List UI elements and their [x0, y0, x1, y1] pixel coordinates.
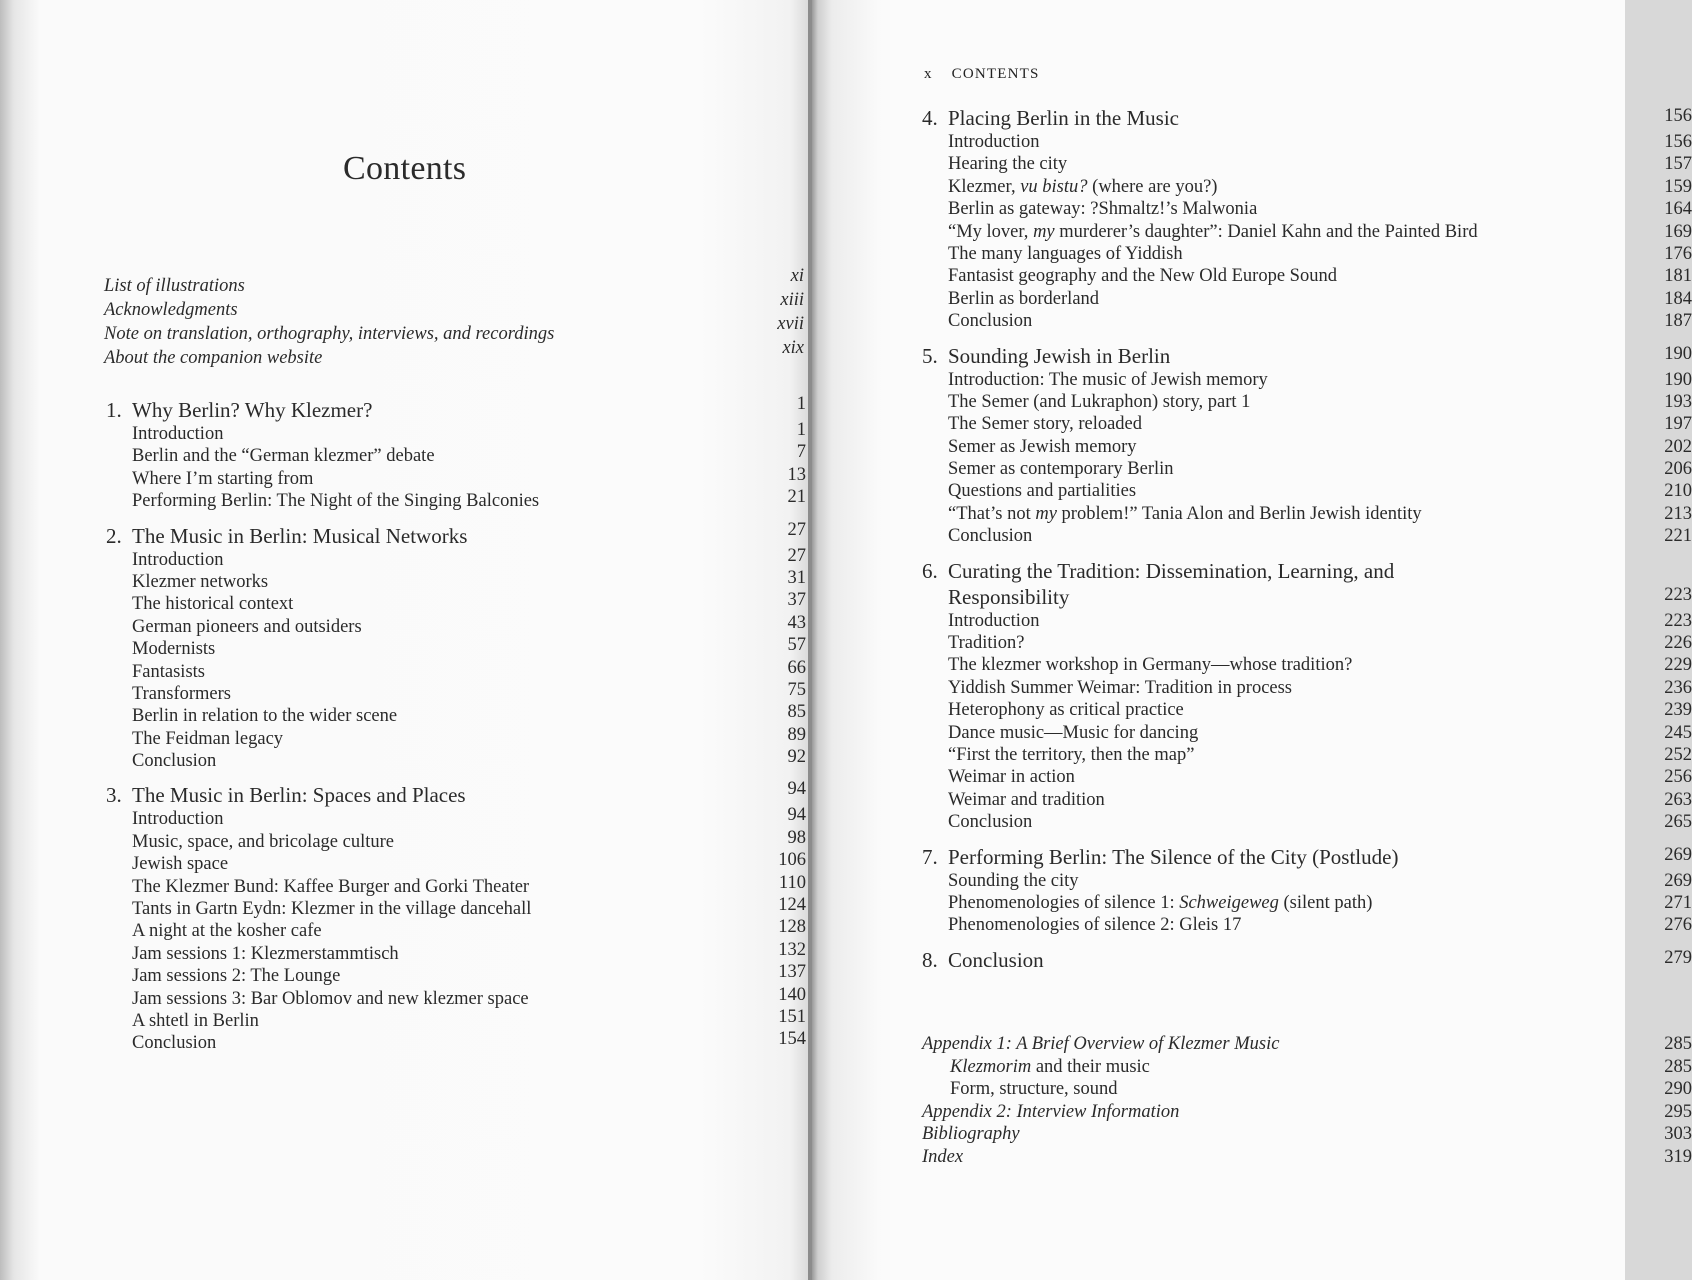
toc-section: [106, 917, 806, 943]
toc-section-page: 137: [778, 962, 806, 983]
toc-section-title: Where I’m starting from: [132, 468, 314, 489]
toc-section: [922, 369, 1692, 392]
toc-chapter-heading: [922, 106, 1692, 132]
toc-section-title: Klezmer networks: [132, 571, 269, 592]
toc-chapter-heading: [106, 394, 806, 424]
right-page: [812, 0, 1692, 1280]
toc-section: [106, 939, 806, 966]
toc-back-matter-page: 319: [1664, 1146, 1692, 1167]
toc-section: [922, 481, 1692, 503]
toc-back-matter-entry: [922, 1146, 1692, 1170]
toc-section-page: 265: [1664, 812, 1692, 833]
toc-chapter-heading: [922, 844, 1692, 871]
toc-section-page: 190: [1664, 369, 1692, 390]
toc-chapter-page: 279: [1664, 947, 1692, 968]
toc-chapter-title: The Music in Berlin: Musical Networks: [132, 523, 468, 548]
toc-section-page: 223: [1664, 610, 1692, 631]
toc-entry-title: About the companion website: [104, 348, 323, 368]
toc-section-title: Conclusion: [948, 812, 1033, 833]
toc-section: [922, 812, 1692, 834]
toc-section: [922, 436, 1692, 459]
toc-chapter-heading: [922, 343, 1692, 370]
toc-section-title: Phenomenologies of silence 2: Gleis 17: [948, 915, 1242, 936]
toc-entry-page: xi: [790, 266, 804, 286]
toc-chapter-page: 190: [1664, 343, 1692, 364]
toc-section-title: The Semer story, reloaded: [948, 414, 1143, 435]
toc-chapter-heading: [922, 947, 1692, 974]
toc-section-page: 89: [787, 724, 806, 745]
emphasis-text: Schweigeweg: [1179, 892, 1279, 913]
toc-section-title: The klezmer workshop in Germany—whose tradition?: [948, 655, 1353, 676]
toc-chapter-heading: [106, 519, 806, 550]
toc-section-title: Conclusion: [132, 1033, 217, 1054]
toc-section-title: A night at the kosher cafe: [132, 921, 322, 942]
toc-section-page: 229: [1664, 655, 1692, 676]
toc-section-title: German pioneers and outsiders: [132, 616, 362, 637]
toc-section-title: Phenomenologies of silence 1: Schweigeweg (silent path): [948, 892, 1373, 913]
toc-section: [922, 154, 1692, 176]
toc-section-page: 37: [787, 590, 806, 611]
toc-section-title: Introduction: [132, 809, 224, 830]
toc-section: [922, 176, 1692, 199]
toc-section-page: 252: [1664, 744, 1692, 765]
toc-section: [106, 657, 806, 684]
toc-chapter: [106, 779, 806, 1055]
toc-section: [106, 850, 806, 876]
toc-section-page: 236: [1664, 677, 1692, 698]
toc-back-matter-title: Klezmorim and their music: [950, 1056, 1150, 1077]
toc-chapter-page: 94: [787, 779, 806, 800]
toc-section-page: 202: [1664, 436, 1692, 457]
page-title: Contents: [343, 150, 467, 187]
toc-back-matter-entry: [922, 1056, 1692, 1080]
toc-section-page: 140: [778, 984, 806, 1005]
toc-section: [106, 827, 806, 854]
toc-section-page: 210: [1664, 481, 1692, 502]
toc-section-title: The historical context: [132, 594, 294, 615]
toc-section-title: Tants in Gartn Eydn: Klezmer in the village dancehall: [132, 899, 532, 920]
toc-section-page: 184: [1664, 288, 1692, 309]
toc-section: [106, 747, 806, 773]
toc-section-title: Performing Berlin: The Night of the Singing Balconies: [132, 491, 540, 512]
toc-section-title: Fantasists: [132, 661, 205, 682]
toc-section-title: Conclusion: [132, 751, 217, 772]
toc-chapter-number: 5.: [922, 343, 938, 368]
toc-section-page: 31: [787, 567, 806, 588]
toc-section: [106, 702, 806, 728]
toc-chapter-title: Curating the Tradition: Dissemination, Learning, and: [948, 558, 1395, 583]
toc-section: [106, 612, 806, 639]
toc-back-matter-entry: [922, 1124, 1692, 1147]
toc-section-title: Conclusion: [948, 311, 1033, 332]
toc-section-title: Klezmer, vu bistu? (where are you?): [948, 176, 1218, 197]
toc-section: [106, 872, 806, 899]
toc-section-title: Transformers: [132, 683, 232, 704]
toc-chapter-heading: [106, 779, 806, 809]
toc-section-page: 221: [1664, 526, 1692, 547]
toc-section-page: 263: [1664, 789, 1692, 810]
toc-section-title: Modernists: [132, 639, 216, 660]
toc-section: [922, 915, 1692, 937]
toc-section-page: 75: [787, 679, 806, 700]
front-matter-list: [104, 266, 804, 372]
toc-section-title: Berlin and the “German klezmer” debate: [132, 446, 435, 467]
toc-section: [922, 767, 1692, 789]
toc-section: [922, 789, 1692, 812]
left-page: [0, 0, 812, 1280]
toc-section-page: 276: [1664, 915, 1692, 936]
toc-section-page: 124: [778, 895, 806, 916]
toc-section-title: Sounding the city: [948, 870, 1079, 891]
toc-section-title: Tradition?: [948, 633, 1025, 654]
toc-chapter: [106, 394, 806, 514]
emphasis-text: my: [1033, 221, 1055, 242]
toc-section-title: Jam sessions 3: Bar Oblomov and new klezmer space: [132, 988, 529, 1009]
toc-section-title: Fantasist geography and the New Old Europe Sound: [948, 266, 1337, 287]
toc-section-page: 213: [1664, 503, 1692, 524]
toc-section-page: 226: [1664, 633, 1692, 654]
toc-entry-page: xiii: [780, 290, 804, 310]
toc-section-page: 94: [787, 805, 806, 826]
toc-section-page: 128: [778, 917, 806, 938]
toc-section: [922, 677, 1692, 700]
toc-section-title: The Feidman legacy: [132, 728, 284, 749]
toc-section-page: 206: [1664, 459, 1692, 480]
toc-entry-title: Acknowledgments: [104, 300, 238, 320]
toc-section-page: 181: [1664, 266, 1692, 287]
toc-section-page: 154: [778, 1029, 806, 1050]
toc-section-page: 151: [778, 1006, 806, 1027]
toc-back-matter-page: 290: [1664, 1079, 1692, 1100]
toc-section-title: Introduction: The music of Jewish memory: [948, 369, 1268, 390]
toc-section-page: 245: [1664, 722, 1692, 743]
toc-chapter: [922, 106, 1692, 334]
toc-entry: [104, 338, 804, 372]
toc-section-title: Weimar and tradition: [948, 789, 1105, 810]
toc-chapter-page: 27: [787, 519, 806, 540]
toc-back-matter-title: Index: [922, 1146, 964, 1167]
toc-back-matter-page: 285: [1664, 1056, 1692, 1077]
toc-section: [106, 1006, 806, 1033]
toc-section: [106, 487, 806, 513]
toc-chapter-number: 8.: [922, 947, 938, 972]
toc-chapter: [922, 844, 1692, 938]
toc-back-matter-title: Appendix 1: A Brief Overview of Klezmer Music: [922, 1034, 1280, 1054]
toc-section-title: Dance music—Music for dancing: [948, 722, 1199, 743]
toc-section: [922, 503, 1692, 526]
toc-section-title: Introduction: [948, 132, 1040, 152]
toc-chapter-title: Conclusion: [948, 947, 1044, 972]
toc-section: [922, 610, 1692, 633]
toc-chapter-title: Why Berlin? Why Klezmer?: [132, 398, 373, 422]
toc-section-title: Jam sessions 1: Klezmerstammtisch: [132, 943, 399, 964]
toc-section-title: Introduction: [948, 610, 1040, 631]
toc-section: [106, 567, 806, 594]
toc-section-page: 197: [1664, 414, 1692, 435]
toc-section: [922, 414, 1692, 436]
toc-section-page: 7: [796, 442, 806, 463]
toc-section-title: Berlin in relation to the wider scene: [132, 706, 398, 727]
toc-section-page: 193: [1664, 391, 1692, 412]
toc-section-page: 256: [1664, 767, 1692, 788]
toc-chapter-page: 1: [796, 394, 806, 414]
toc-chapter-title: Performing Berlin: The Silence of the City (Postlude): [948, 844, 1399, 869]
toc-section: [106, 590, 806, 616]
toc-back-matter-page: 295: [1664, 1101, 1692, 1122]
toc-section-page: 85: [787, 702, 806, 723]
toc-section-page: 176: [1664, 243, 1692, 264]
toc-section-page: 66: [787, 657, 806, 678]
toc-section-title: Questions and partialities: [948, 481, 1137, 502]
toc-chapter-title: Sounding Jewish in Berlin: [948, 343, 1171, 368]
toc-chapter-heading-cont: [922, 584, 1692, 611]
toc-chapter: [922, 343, 1692, 549]
toc-chapter-number: 1.: [106, 398, 122, 422]
toc-section-title: “That’s not my problem!” Tania Alon and Berlin Jewish identity: [948, 503, 1422, 524]
toc-section-title: Hearing the city: [948, 154, 1068, 175]
toc-entry-title: List of illustrations: [104, 276, 245, 296]
toc-back-matter-entry: [922, 1079, 1692, 1102]
toc-section-page: 187: [1664, 311, 1692, 332]
toc-section: [106, 984, 806, 1011]
toc-chapter-number: 6.: [922, 558, 938, 583]
toc-chapter-page: 269: [1664, 844, 1692, 865]
toc-section: [922, 526, 1692, 548]
toc-section-title: The Semer (and Lukraphon) story, part 1: [948, 391, 1251, 412]
toc-section-title: “My lover, my murderer’s daughter”: Daniel Kahn and the Painted Bird: [948, 221, 1478, 242]
toc-section-title: Weimar in action: [948, 767, 1075, 788]
toc-entry-title: Note on translation, orthography, interviews, and recordings: [104, 324, 555, 344]
toc-section: [106, 895, 806, 921]
toc-chapter-page: 156: [1664, 106, 1692, 126]
toc-section-title: Yiddish Summer Weimar: Tradition in process: [948, 677, 1293, 698]
toc-section: [922, 892, 1692, 915]
toc-section: [106, 635, 806, 661]
toc-section-title: The Klezmer Bund: Kaffee Burger and Gorki Theater: [132, 876, 530, 897]
running-head-label: CONTENTS: [951, 66, 1040, 82]
toc-chapter-heading: [922, 559, 1478, 585]
emphasis-text: my: [1035, 503, 1057, 524]
toc-section-page: 157: [1664, 154, 1692, 175]
emphasis-text: vu bistu?: [1020, 176, 1088, 197]
running-head-page-number: x: [924, 66, 933, 82]
toc-section-title: Jam sessions 2: The Lounge: [132, 966, 341, 987]
toc-section: [922, 132, 1692, 154]
toc-section: [922, 700, 1692, 722]
toc-chapter-number: 7.: [922, 844, 938, 869]
toc-chapter-title: Placing Berlin in the Music: [948, 106, 1179, 130]
chapter-list-right: [922, 106, 1692, 984]
toc-section: [922, 288, 1692, 311]
toc-section-page: 106: [778, 850, 806, 871]
toc-section-page: 27: [787, 545, 806, 566]
toc-section-title: Introduction: [132, 424, 224, 444]
toc-section-title: Heterophony as critical practice: [948, 700, 1184, 721]
toc-back-matter-page: 303: [1664, 1124, 1692, 1145]
toc-section: [922, 633, 1692, 655]
toc-entry-page: xvii: [777, 314, 804, 334]
toc-section: [922, 870, 1692, 893]
toc-chapter: [922, 558, 1692, 835]
toc-section-title: “First the territory, then the map”: [948, 744, 1195, 765]
toc-section: [922, 391, 1692, 414]
toc-back-matter-title: Appendix 2: Interview Information: [922, 1101, 1180, 1122]
toc-section: [922, 266, 1692, 288]
toc-back-matter-entry: [922, 1034, 1692, 1057]
toc-back-matter-page: 285: [1664, 1034, 1692, 1054]
toc-section: [922, 655, 1692, 677]
toc-section: [106, 1029, 806, 1055]
toc-section: [106, 545, 806, 572]
toc-chapter-title-line2: Responsibility: [948, 584, 1070, 609]
toc-section: [106, 962, 806, 988]
toc-chapter-number: 2.: [106, 523, 122, 548]
toc-section: [922, 199, 1692, 221]
toc-section: [922, 243, 1692, 266]
toc-chapter: [922, 947, 1692, 974]
toc-chapter-title: The Music in Berlin: Spaces and Places: [132, 783, 466, 808]
toc-back-matter-entry: [922, 1101, 1692, 1125]
toc-section: [922, 221, 1692, 244]
toc-section-title: Semer as contemporary Berlin: [948, 459, 1174, 480]
toc-section: [922, 722, 1692, 745]
emphasis-text: Klezmorim: [950, 1056, 1032, 1077]
toc-section-page: 13: [787, 464, 806, 485]
toc-section-page: 1: [796, 420, 806, 440]
toc-section-page: 164: [1664, 199, 1692, 220]
toc-section: [106, 724, 806, 751]
toc-section: [922, 744, 1692, 767]
back-matter-list: [922, 1034, 1692, 1170]
toc-back-matter-title: Bibliography: [922, 1124, 1020, 1145]
toc-chapter-number: 3.: [106, 783, 122, 808]
toc-section: [106, 679, 806, 706]
toc-section-page: 239: [1664, 700, 1692, 721]
chapter-list-left: [106, 394, 806, 1066]
toc-section-page: 169: [1664, 221, 1692, 242]
toc-section: [106, 464, 806, 491]
toc-section-title: Semer as Jewish memory: [948, 436, 1137, 457]
toc-section-title: Conclusion: [948, 526, 1033, 547]
toc-section-page: 98: [787, 827, 806, 848]
running-head: [924, 66, 1040, 83]
toc-section-title: Berlin as gateway: ?Shmaltz!’s Malwonia: [948, 199, 1258, 220]
toc-section-page: 92: [787, 747, 806, 768]
toc-section-title: Introduction: [132, 549, 224, 570]
toc-chapter: [106, 519, 806, 774]
toc-section-title: The many languages of Yiddish: [948, 243, 1183, 264]
toc-section: [106, 420, 806, 446]
toc-section-page: 57: [787, 635, 806, 656]
toc-section-page: 156: [1664, 132, 1692, 152]
toc-entry-page: xix: [782, 338, 804, 358]
toc-section-page: 159: [1664, 176, 1692, 197]
toc-section-page: 271: [1664, 892, 1692, 913]
toc-chapter-number: 4.: [922, 106, 938, 130]
toc-section: [106, 442, 806, 468]
toc-section-title: Jewish space: [132, 854, 229, 875]
toc-back-matter-title: Form, structure, sound: [950, 1079, 1118, 1100]
toc-section: [922, 311, 1692, 333]
toc-section-title: A shtetl in Berlin: [132, 1010, 259, 1031]
toc-section-title: Berlin as borderland: [948, 288, 1100, 309]
toc-section-page: 21: [787, 487, 806, 508]
toc-section: [106, 805, 806, 831]
toc-section-page: 43: [787, 612, 806, 633]
toc-section-page: 269: [1664, 870, 1692, 891]
toc-section: [922, 459, 1692, 481]
toc-section-title: Music, space, and bricolage culture: [132, 831, 394, 852]
toc-chapter-page: 223: [1664, 584, 1692, 605]
toc-section-page: 132: [778, 939, 806, 960]
toc-section-page: 110: [778, 872, 806, 893]
